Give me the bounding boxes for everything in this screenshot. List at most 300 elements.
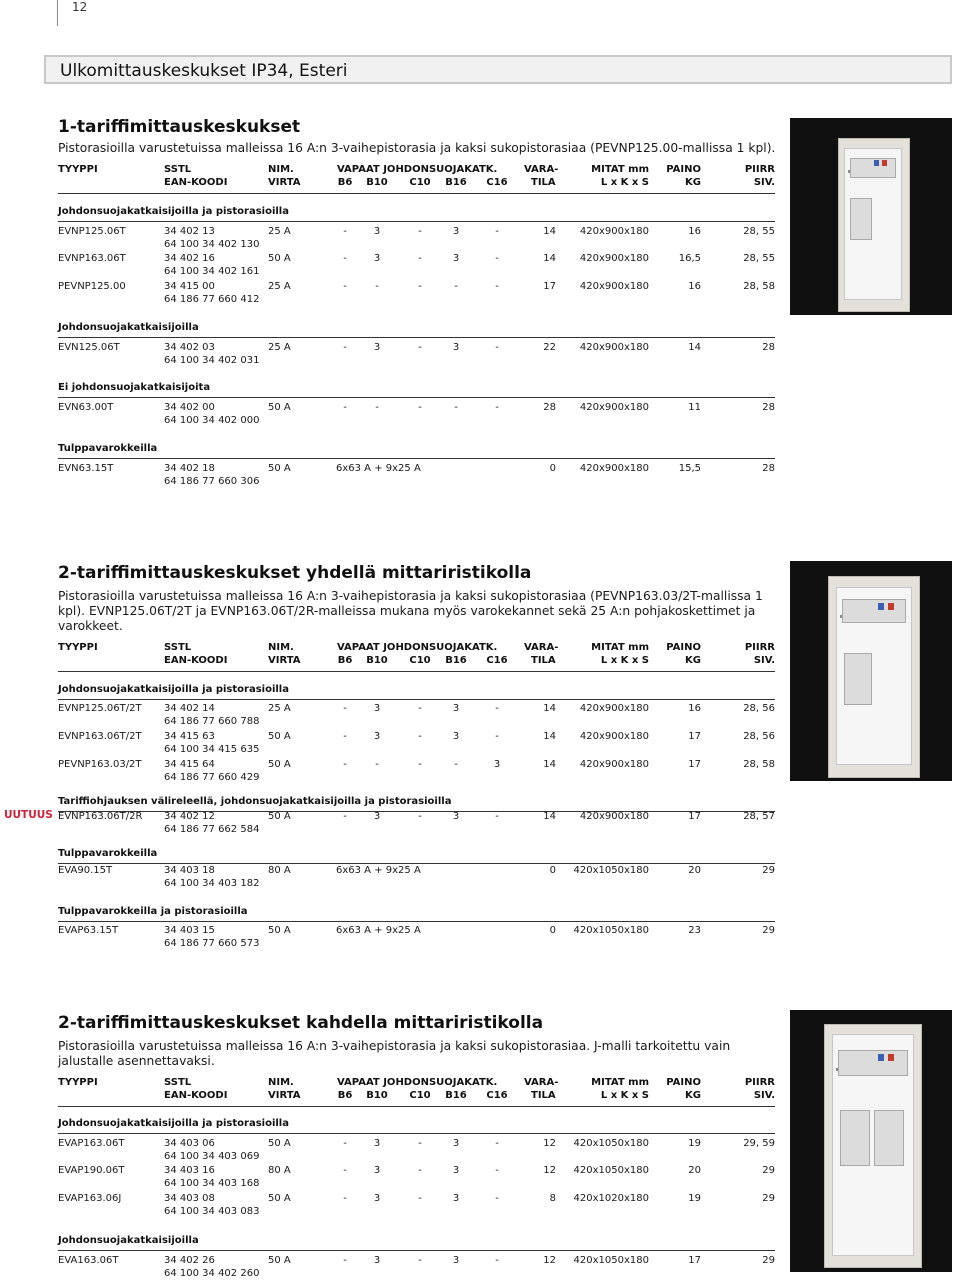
- row-b10: -: [375, 759, 379, 770]
- row-type: EVAP163.06J: [58, 1193, 122, 1204]
- col-header-vara: VARA-: [524, 642, 559, 653]
- row-b10: 3: [373, 1138, 381, 1149]
- row-b10: 3: [373, 1193, 381, 1204]
- row-siv: 29: [762, 1193, 775, 1204]
- row-type: EVA90.15T: [58, 865, 113, 876]
- row-siv: 29, 59: [743, 1138, 775, 1149]
- row-vara: 0: [549, 463, 556, 474]
- row-vara: 14: [543, 703, 556, 714]
- row-mitat: 420x900x180: [579, 253, 649, 264]
- row-siv: 28, 58: [743, 759, 775, 770]
- row-vara: 8: [549, 1193, 556, 1204]
- row-type: EVA163.06T: [58, 1255, 119, 1266]
- row-b16: 3: [452, 731, 460, 742]
- group-title: Tariffiohjauksen välireleellä, johdonsuojakatkaisijoilla ja pistorasioilla: [58, 796, 452, 807]
- row-b6: -: [343, 1255, 347, 1266]
- row-type: EVN125.06T: [58, 342, 120, 353]
- row-paino: 17: [688, 731, 701, 742]
- row-b10: -: [375, 402, 379, 413]
- col-header-c10: C10: [409, 655, 431, 666]
- row-type: EVNP125.06T: [58, 226, 126, 237]
- col-header-tila: TILA: [531, 177, 556, 188]
- group-title: Ei johdonsuojakatkaisijoita: [58, 382, 211, 393]
- row-b6: -: [343, 811, 347, 822]
- row-mitat: 420x900x180: [579, 811, 649, 822]
- col-header-b10: B10: [366, 655, 388, 666]
- row-vara: 14: [543, 759, 556, 770]
- row-sstl: 34 403 06: [164, 1138, 215, 1149]
- row-c10: -: [418, 759, 422, 770]
- row-virta: 25 A: [268, 281, 291, 292]
- row-c10: -: [418, 731, 422, 742]
- row-b10: 3: [373, 342, 381, 353]
- row-type: EVNP163.06T/2R: [58, 811, 143, 822]
- row-paino: 15,5: [678, 463, 701, 474]
- col-header-ean: EAN-KOODI: [164, 177, 228, 188]
- row-c10: -: [418, 281, 422, 292]
- row-vara: 14: [543, 253, 556, 264]
- row-c10: -: [418, 1165, 422, 1176]
- row-b10: 3: [373, 1255, 381, 1266]
- col-header-virta: VIRTA: [268, 1090, 301, 1101]
- row-siv: 28, 57: [743, 811, 775, 822]
- row-vara: 14: [543, 811, 556, 822]
- row-type: EVAP163.06T: [58, 1138, 125, 1149]
- row-type: EVAP63.15T: [58, 925, 119, 936]
- col-header-ean: EAN-KOODI: [164, 655, 228, 666]
- row-fuses: 6x63 A + 9x25 A: [336, 925, 421, 936]
- row-sstl: 34 402 00: [164, 402, 215, 413]
- row-vara: 17: [543, 281, 556, 292]
- row-c10: -: [418, 811, 422, 822]
- row-virta: 50 A: [268, 253, 291, 264]
- row-ean: 64 100 34 415 635: [164, 744, 260, 755]
- group-rule: [58, 699, 775, 700]
- col-header-piirr: PIIRR: [744, 164, 775, 175]
- col-header-b16: B16: [445, 1090, 467, 1101]
- row-b6: -: [343, 226, 347, 237]
- col-header-sstl: SSTL: [164, 164, 192, 175]
- col-header-vapaat: VAPAAT JOHDONSUOJAKATK.: [337, 642, 498, 653]
- row-vara: 28: [543, 402, 556, 413]
- product-photo-2: [790, 561, 952, 781]
- meter-area: [850, 198, 872, 240]
- meter-area: [874, 1110, 904, 1166]
- row-b6: -: [343, 281, 347, 292]
- row-b6: -: [343, 1193, 347, 1204]
- row-c16: -: [495, 731, 499, 742]
- row-paino: 16: [688, 281, 701, 292]
- col-header-tila: TILA: [531, 1090, 556, 1101]
- row-fuses: 6x63 A + 9x25 A: [336, 463, 421, 474]
- meter-area: [840, 1110, 870, 1166]
- row-b10: 3: [373, 1165, 381, 1176]
- breaker-module: [838, 1050, 908, 1076]
- row-virta: 50 A: [268, 759, 291, 770]
- indicator: [888, 1054, 894, 1061]
- row-ean: 64 100 34 403 182: [164, 878, 260, 889]
- row-paino: 16: [688, 703, 701, 714]
- row-siv: 28: [762, 342, 775, 353]
- col-header-siv: SIV.: [753, 655, 775, 666]
- row-virta: 80 A: [268, 865, 291, 876]
- group-title: Tulppavarokkeilla: [58, 848, 158, 859]
- col-header-kg: KG: [685, 655, 701, 666]
- col-header-c16: C16: [486, 1090, 508, 1101]
- col-header-mitat: MITAT mm: [591, 1077, 649, 1088]
- row-siv: 28, 56: [743, 731, 775, 742]
- group-title: Tulppavarokkeilla: [58, 443, 158, 454]
- row-siv: 28, 55: [743, 226, 775, 237]
- col-header-type: TYYPPI: [58, 642, 98, 653]
- row-c10: -: [418, 226, 422, 237]
- row-sstl: 34 402 16: [164, 253, 215, 264]
- row-ean: 64 186 77 660 429: [164, 772, 260, 783]
- row-sstl: 34 403 18: [164, 865, 215, 876]
- col-header-nim: NIM.: [268, 642, 294, 653]
- row-siv: 29: [762, 1255, 775, 1266]
- row-siv: 29: [762, 925, 775, 936]
- row-mitat: 420x900x180: [579, 281, 649, 292]
- row-ean: 64 186 77 660 573: [164, 938, 260, 949]
- new-product-badge: UUTUUS: [4, 809, 53, 821]
- row-paino: 23: [688, 925, 701, 936]
- section-description: Pistorasioilla varustetuissa malleissa 16 A:n 3-vaihepistorasia ja kaksi sukopistorasiaa (PEVNP163.03/2T-mallissa 1 kpl). EVNP125.06T/2T ja EVNP163.06T/2R-malleissa mukana myös varokekannet sekä 25 A:n pohjakoskettimet ja varokkeet.: [58, 589, 763, 633]
- row-virta: 50 A: [268, 1255, 291, 1266]
- row-b16: 3: [452, 342, 460, 353]
- group-title: Johdonsuojakatkaisijoilla: [58, 1235, 199, 1246]
- row-virta: 80 A: [268, 1165, 291, 1176]
- row-paino: 17: [688, 811, 701, 822]
- row-type: PEVNP163.03/2T: [58, 759, 142, 770]
- col-header-c16: C16: [486, 177, 508, 188]
- group-title: Johdonsuojakatkaisijoilla ja pistorasioilla: [58, 206, 289, 217]
- row-vara: 12: [543, 1165, 556, 1176]
- row-mitat: 420x900x180: [579, 463, 649, 474]
- row-sstl: 34 402 03: [164, 342, 215, 353]
- row-b6: -: [343, 253, 347, 264]
- row-virta: 50 A: [268, 1193, 291, 1204]
- group-rule: [58, 221, 775, 222]
- row-ean: 64 100 34 402 000: [164, 415, 260, 426]
- row-vara: 12: [543, 1255, 556, 1266]
- row-sstl: 34 415 63: [164, 731, 215, 742]
- row-c16: -: [495, 703, 499, 714]
- row-virta: 50 A: [268, 731, 291, 742]
- banner-title: Ulkomittauskeskukset IP34, Esteri: [60, 61, 348, 81]
- col-header-siv: SIV.: [753, 1090, 775, 1101]
- group-title: Tulppavarokkeilla ja pistorasioilla: [58, 906, 248, 917]
- col-header-virta: VIRTA: [268, 177, 301, 188]
- row-mitat: 420x900x180: [579, 759, 649, 770]
- row-sstl: 34 402 12: [164, 811, 215, 822]
- row-b16: 3: [452, 1255, 460, 1266]
- col-header-b6: B6: [337, 177, 353, 188]
- row-mitat: 420x900x180: [579, 731, 649, 742]
- col-header-kg: KG: [685, 1090, 701, 1101]
- group-rule: [58, 337, 775, 338]
- group-rule: [58, 458, 775, 459]
- row-mitat: 420x1050x180: [573, 865, 649, 876]
- row-virta: 50 A: [268, 811, 291, 822]
- col-header-vara: VARA-: [524, 164, 559, 175]
- col-header-b10: B10: [366, 177, 388, 188]
- product-photo-3: [790, 1010, 952, 1272]
- indicator: [878, 603, 884, 610]
- row-b6: -: [343, 342, 347, 353]
- row-c10: -: [418, 402, 422, 413]
- meter-area: [844, 653, 872, 705]
- row-type: EVN63.00T: [58, 402, 114, 413]
- group-title: Johdonsuojakatkaisijoilla: [58, 322, 199, 333]
- col-header-paino: PAINO: [666, 1077, 701, 1088]
- page-number: 12: [72, 0, 88, 14]
- row-siv: 28, 58: [743, 281, 775, 292]
- row-c16: -: [495, 1255, 499, 1266]
- col-header-virta: VIRTA: [268, 655, 301, 666]
- col-header-vara: VARA-: [524, 1077, 559, 1088]
- row-sstl: 34 402 18: [164, 463, 215, 474]
- row-b16: -: [454, 759, 458, 770]
- col-header-type: TYYPPI: [58, 1077, 98, 1088]
- row-siv: 28: [762, 402, 775, 413]
- row-sstl: 34 402 26: [164, 1255, 215, 1266]
- row-ean: 64 100 34 403 168: [164, 1178, 260, 1189]
- row-b16: 3: [452, 1193, 460, 1204]
- row-b6: -: [343, 703, 347, 714]
- row-b16: 3: [452, 1165, 460, 1176]
- row-type: EVN63.15T: [58, 463, 114, 474]
- group-rule: [58, 1133, 775, 1134]
- row-sstl: 34 415 00: [164, 281, 215, 292]
- row-c16: -: [495, 811, 499, 822]
- row-c10: -: [418, 1138, 422, 1149]
- indicator: [882, 160, 887, 166]
- col-header-b6: B6: [337, 1090, 353, 1101]
- row-b10: -: [375, 281, 379, 292]
- row-b6: -: [343, 1138, 347, 1149]
- row-virta: 50 A: [268, 1138, 291, 1149]
- row-mitat: 420x1050x180: [573, 925, 649, 936]
- row-b16: 3: [452, 703, 460, 714]
- col-header-piirr: PIIRR: [744, 1077, 775, 1088]
- row-b16: 3: [452, 253, 460, 264]
- col-header-mitat: MITAT mm: [591, 642, 649, 653]
- row-c16: -: [495, 1193, 499, 1204]
- row-c16: -: [495, 281, 499, 292]
- section-title: 2-tariffimittauskeskukset yhdellä mittariristikolla: [58, 563, 532, 583]
- row-virta: 25 A: [268, 342, 291, 353]
- row-mitat: 420x1020x180: [573, 1193, 649, 1204]
- header-rule: [58, 193, 775, 194]
- row-b10: 3: [373, 703, 381, 714]
- group-rule: [58, 397, 775, 398]
- col-header-paino: PAINO: [666, 642, 701, 653]
- product-photo-1: [790, 118, 952, 315]
- row-ean: 64 100 34 402 031: [164, 355, 260, 366]
- section-title: 1-tariffimittauskeskukset: [58, 117, 301, 137]
- col-header-b16: B16: [445, 655, 467, 666]
- row-mitat: 420x900x180: [579, 703, 649, 714]
- header-rule: [58, 1106, 775, 1107]
- row-mitat: 420x900x180: [579, 226, 649, 237]
- row-b16: -: [454, 402, 458, 413]
- group-rule: [58, 1250, 775, 1251]
- col-header-siv: SIV.: [753, 177, 775, 188]
- row-virta: 50 A: [268, 925, 291, 936]
- col-header-nim: NIM.: [268, 1077, 294, 1088]
- group-title: Johdonsuojakatkaisijoilla ja pistorasioilla: [58, 1118, 289, 1129]
- row-b10: 3: [373, 811, 381, 822]
- row-ean: 64 186 77 660 412: [164, 294, 260, 305]
- col-header-b16: B16: [445, 177, 467, 188]
- row-ean: 64 100 34 402 161: [164, 266, 260, 277]
- section-title: 2-tariffimittauskeskukset kahdella mittariristikolla: [58, 1013, 544, 1033]
- row-paino: 16,5: [678, 253, 701, 264]
- row-siv: 28, 56: [743, 703, 775, 714]
- row-paino: 16: [688, 226, 701, 237]
- col-header-type: TYYPPI: [58, 164, 98, 175]
- row-b16: 3: [452, 226, 460, 237]
- row-mitat: 420x1050x180: [573, 1165, 649, 1176]
- row-fuses: 6x63 A + 9x25 A: [336, 865, 421, 876]
- row-type: PEVNP125.00: [58, 281, 126, 292]
- row-ean: 64 100 34 403 069: [164, 1151, 260, 1162]
- row-paino: 19: [688, 1193, 701, 1204]
- row-b16: 3: [452, 811, 460, 822]
- row-vara: 0: [549, 925, 556, 936]
- row-b16: -: [454, 281, 458, 292]
- row-type: EVNP163.06T/2T: [58, 731, 142, 742]
- section-description: Pistorasioilla varustetuissa malleissa 16 A:n 3-vaihepistorasia ja kaksi sukopistorasiaa. J-malli tarkoitettu vain jalustalle asennettavaksi.: [58, 1039, 731, 1068]
- row-mitat: 420x900x180: [579, 342, 649, 353]
- row-mitat: 420x1050x180: [573, 1138, 649, 1149]
- col-header-vapaat: VAPAAT JOHDONSUOJAKATK.: [337, 1077, 498, 1088]
- row-c10: -: [418, 342, 422, 353]
- row-ean: 64 100 34 402 260: [164, 1268, 260, 1279]
- row-virta: 25 A: [268, 703, 291, 714]
- row-c16: -: [495, 253, 499, 264]
- indicator: [874, 160, 879, 166]
- breaker-module: [842, 599, 906, 623]
- row-vara: 14: [543, 226, 556, 237]
- row-c10: -: [418, 253, 422, 264]
- col-header-lks: L x K x S: [600, 177, 649, 188]
- row-b6: -: [343, 402, 347, 413]
- row-b10: 3: [373, 226, 381, 237]
- row-sstl: 34 403 08: [164, 1193, 215, 1204]
- row-c16: -: [495, 402, 499, 413]
- row-b10: 3: [373, 731, 381, 742]
- col-header-lks: L x K x S: [600, 655, 649, 666]
- row-type: EVNP125.06T/2T: [58, 703, 142, 714]
- col-header-kg: KG: [685, 177, 701, 188]
- row-b6: -: [343, 1165, 347, 1176]
- col-header-ean: EAN-KOODI: [164, 1090, 228, 1101]
- row-type: EVAP190.06T: [58, 1165, 125, 1176]
- col-header-b10: B10: [366, 1090, 388, 1101]
- row-c16: -: [495, 342, 499, 353]
- row-c10: -: [418, 703, 422, 714]
- page-banner: [44, 55, 952, 84]
- row-siv: 28: [762, 463, 775, 474]
- row-siv: 29: [762, 1165, 775, 1176]
- row-sstl: 34 403 15: [164, 925, 215, 936]
- col-header-c16: C16: [486, 655, 508, 666]
- row-paino: 19: [688, 1138, 701, 1149]
- row-c10: -: [418, 1255, 422, 1266]
- row-vara: 14: [543, 731, 556, 742]
- row-mitat: 420x900x180: [579, 402, 649, 413]
- row-sstl: 34 402 13: [164, 226, 215, 237]
- row-paino: 17: [688, 759, 701, 770]
- col-header-sstl: SSTL: [164, 642, 192, 653]
- row-b16: 3: [452, 1138, 460, 1149]
- col-header-c10: C10: [409, 177, 431, 188]
- row-ean: 64 186 77 662 584: [164, 824, 260, 835]
- col-header-vapaat: VAPAAT JOHDONSUOJAKATK.: [337, 164, 498, 175]
- col-header-nim: NIM.: [268, 164, 294, 175]
- row-b10: 3: [373, 253, 381, 264]
- row-vara: 12: [543, 1138, 556, 1149]
- col-header-b6: B6: [337, 655, 353, 666]
- row-c16: -: [495, 226, 499, 237]
- row-type: EVNP163.06T: [58, 253, 126, 264]
- row-b6: -: [343, 759, 347, 770]
- row-siv: 28, 55: [743, 253, 775, 264]
- row-paino: 17: [688, 1255, 701, 1266]
- row-sstl: 34 415 64: [164, 759, 215, 770]
- row-paino: 14: [688, 342, 701, 353]
- row-sstl: 34 403 16: [164, 1165, 215, 1176]
- row-virta: 50 A: [268, 402, 291, 413]
- breaker-module: [850, 158, 896, 178]
- row-ean: 64 100 34 402 130: [164, 239, 260, 250]
- indicator: [888, 603, 894, 610]
- row-paino: 20: [688, 865, 701, 876]
- indicator: [878, 1054, 884, 1061]
- row-siv: 29: [762, 865, 775, 876]
- col-header-paino: PAINO: [666, 164, 701, 175]
- row-c16: -: [495, 1138, 499, 1149]
- row-ean: 64 100 34 403 083: [164, 1206, 260, 1217]
- row-virta: 25 A: [268, 226, 291, 237]
- col-header-mitat: MITAT mm: [591, 164, 649, 175]
- row-ean: 64 186 77 660 788: [164, 716, 260, 727]
- section-description: Pistorasioilla varustetuissa malleissa 16 A:n 3-vaihepistorasia ja kaksi sukopistorasiaa (PEVNP125.00-mallissa 1 kpl).: [58, 141, 776, 155]
- margin-rule: [57, 0, 58, 26]
- row-ean: 64 186 77 660 306: [164, 476, 260, 487]
- col-header-c10: C10: [409, 1090, 431, 1101]
- col-header-tila: TILA: [531, 655, 556, 666]
- col-header-lks: L x K x S: [600, 1090, 649, 1101]
- header-rule: [58, 671, 775, 672]
- row-virta: 50 A: [268, 463, 291, 474]
- group-rule: [58, 921, 775, 922]
- row-c10: -: [418, 1193, 422, 1204]
- row-sstl: 34 402 14: [164, 703, 215, 714]
- row-c16: -: [495, 1165, 499, 1176]
- row-vara: 0: [549, 865, 556, 876]
- row-b6: -: [343, 731, 347, 742]
- col-header-sstl: SSTL: [164, 1077, 192, 1088]
- row-c16: 3: [493, 759, 501, 770]
- col-header-piirr: PIIRR: [744, 642, 775, 653]
- group-title: Johdonsuojakatkaisijoilla ja pistorasioilla: [58, 684, 289, 695]
- row-vara: 22: [543, 342, 556, 353]
- row-paino: 11: [688, 402, 701, 413]
- row-paino: 20: [688, 1165, 701, 1176]
